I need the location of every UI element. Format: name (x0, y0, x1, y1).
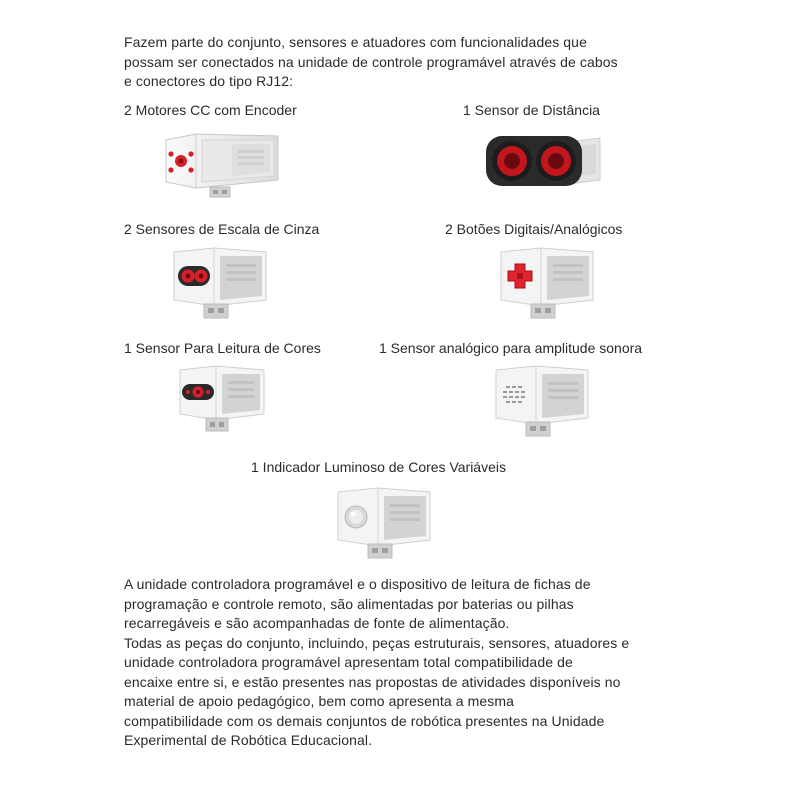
outro-line: compatibilidade com os demais conjuntos de robótica presentes na Unidade (124, 712, 605, 729)
button-module-icon (497, 244, 597, 324)
outro-line: recarregáveis e são acompanhadas de fonte de alimentação. (124, 615, 510, 631)
label-distance-sensor: 1 Sensor de Distância (463, 102, 600, 118)
intro-line: e conectores do tipo RJ12: (124, 73, 294, 89)
motor-encoder-icon (162, 130, 282, 200)
outro-line: unidade controladora programável apresentam total compatibilidade de (124, 654, 573, 670)
distance-sensor-icon (484, 128, 604, 194)
grayscale-sensor-icon (170, 244, 270, 324)
outro-line: programação e controle remoto, são alimentadas por baterias ou pilhas (124, 595, 574, 612)
outro-line: Experimental de Robótica Educacional. (124, 732, 373, 748)
outro-paragraph (124, 575, 694, 751)
outro-line: Todas as peças do conjunto, incluindo, peças estruturais, sensores, atuadores e (124, 634, 630, 651)
label-grayscale-sensor: 2 Sensores de Escala de Cinza (124, 221, 320, 237)
label-motor-encoder: 2 Motores CC com Encoder (124, 102, 297, 118)
outro-line: material de apoio pedagógico, bem como apresenta a mesma (124, 693, 515, 709)
label-color-sensor: 1 Sensor Para Leitura de Cores (124, 340, 321, 356)
label-led-indicator: 1 Indicador Luminoso de Cores Variáveis (251, 459, 506, 475)
outro-line: encaixe entre si, e estão presentes nas propostas de atividades disponíveis no (124, 673, 621, 690)
sound-sensor-icon (492, 362, 592, 442)
outro-line: A unidade controladora programável e o dispositivo de leitura de fichas de (124, 576, 591, 592)
label-button-module: 2 Botões Digitais/Analógicos (445, 221, 623, 237)
intro-line: possam ser conectados na unidade de controle programável através de cabos (124, 53, 618, 70)
led-indicator-icon (334, 484, 434, 564)
color-sensor-icon (176, 362, 268, 436)
label-sound-sensor: 1 Sensor analógico para amplitude sonora (379, 340, 643, 356)
intro-paragraph (124, 33, 694, 92)
intro-line: Fazem parte do conjunto, sensores e atuadores com funcionalidades que (124, 34, 587, 50)
